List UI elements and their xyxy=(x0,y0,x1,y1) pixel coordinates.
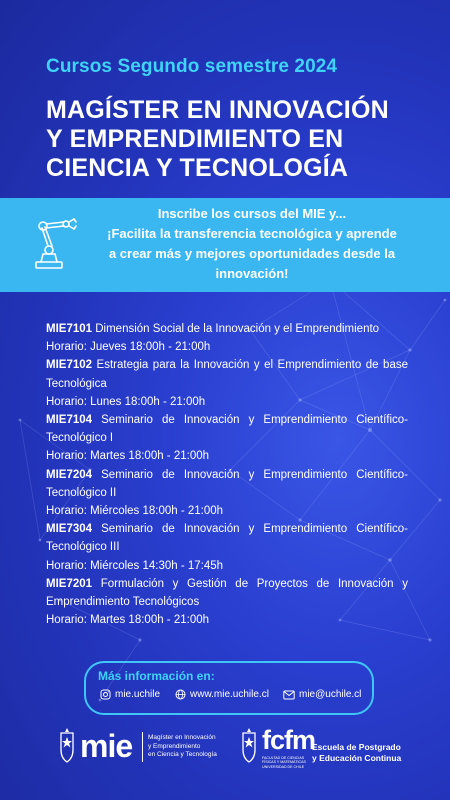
mie-desc-line: y Emprendimiento xyxy=(148,742,201,750)
course-schedule: Horario: Miércoles 14:30h - 17:45h xyxy=(46,559,224,572)
email-link[interactable] xyxy=(283,689,361,700)
fcfm-sub-line: FACULTAD DE CIENCIAS xyxy=(262,756,305,760)
course-code: MIE7201 xyxy=(46,577,93,590)
website-url: www.mie.uchile.cl xyxy=(190,689,269,700)
robot-arm-icon xyxy=(28,214,78,272)
course-item xyxy=(46,466,408,521)
course-item xyxy=(46,320,408,356)
course-list xyxy=(46,320,408,629)
school-name xyxy=(312,742,422,763)
course-name: Seminario de Innovación y Emprendimiento Científico-Tecnológico I xyxy=(46,414,408,445)
course-code: MIE7304 xyxy=(46,523,93,536)
mie-desc-line: Magíster en Innovación xyxy=(148,734,216,741)
fcfm-wordmark: fcfm xyxy=(262,725,316,755)
course-code: MIE7101 xyxy=(46,323,93,335)
course-code: MIE7102 xyxy=(46,359,93,372)
globe-icon xyxy=(175,689,186,700)
website-link[interactable] xyxy=(175,689,269,700)
instagram-icon xyxy=(100,689,111,700)
band-line: a crear más y mejores oportunidades desde la xyxy=(108,246,396,261)
course-item xyxy=(46,356,408,411)
uchile-seal-icon xyxy=(58,728,76,766)
band-line: Inscribe los cursos del MIE y... xyxy=(157,206,347,221)
semester-subtitle: Cursos Segundo semestre 2024 xyxy=(46,56,338,77)
program-title xyxy=(46,96,426,183)
uchile-seal-icon xyxy=(240,728,258,766)
fcfm-subtitle xyxy=(262,756,318,769)
course-item xyxy=(46,411,408,466)
instagram-link[interactable] xyxy=(100,689,160,700)
course-schedule: Horario: Lunes 18:00h - 21:00h xyxy=(46,395,206,408)
mie-desc-line: en Ciencia y Tecnología xyxy=(148,751,217,758)
mie-description xyxy=(148,734,248,760)
course-name: Seminario de Innovación y Emprendimiento Científico-Tecnológico III xyxy=(46,523,408,554)
course-item xyxy=(46,575,408,630)
course-item xyxy=(46,520,408,575)
mail-icon xyxy=(283,690,295,700)
course-name: Dimensión Social de la Innovación y el Emprendimiento xyxy=(95,323,380,335)
course-schedule: Horario: Martes 18:00h - 21:00h xyxy=(46,450,210,463)
course-code: MIE7104 xyxy=(46,414,93,427)
logo-divider xyxy=(142,732,143,762)
course-schedule: Horario: Jueves 18:00h - 21:00h xyxy=(46,341,211,354)
course-code: MIE7204 xyxy=(46,468,93,481)
school-line: y Educación Continua xyxy=(312,752,402,763)
school-line: Escuela de Postgrado xyxy=(312,742,401,752)
course-name: Estrategia para la Innovación y el Emprendimiento de base Tecnológica xyxy=(46,359,408,390)
title-line: MAGÍSTER EN INNOVACIÓN xyxy=(46,96,389,124)
mie-wordmark: mie xyxy=(80,728,133,764)
course-name: Formulación y Gestión de Proyectos de Innovación y Emprendimiento Tecnológicos xyxy=(46,577,408,609)
course-schedule: Horario: Miércoles 18:00h - 21:00h xyxy=(46,505,224,518)
course-name: Seminario de Innovación y Emprendimiento Científico-Tecnológico II xyxy=(46,468,408,499)
band-text xyxy=(82,204,422,284)
info-title: Más información en: xyxy=(98,669,215,683)
email-address: mie@uchile.cl xyxy=(299,689,362,700)
instagram-handle: mie.uchile xyxy=(115,689,161,700)
course-schedule: Horario: Martes 18:00h - 21:00h xyxy=(46,614,210,627)
band-line: ¡Facilita la transferencia tecnológica y aprende xyxy=(107,226,397,241)
fcfm-sub-line: FÍSICAS Y MATEMÁTICAS xyxy=(262,760,306,765)
title-line: CIENCIA Y TECNOLOGÍA xyxy=(46,154,349,182)
title-line: Y EMPRENDIMIENTO EN xyxy=(46,125,344,153)
band-line: innovación! xyxy=(215,266,289,281)
fcfm-sub-line: UNIVERSIDAD DE CHILE xyxy=(262,764,305,769)
